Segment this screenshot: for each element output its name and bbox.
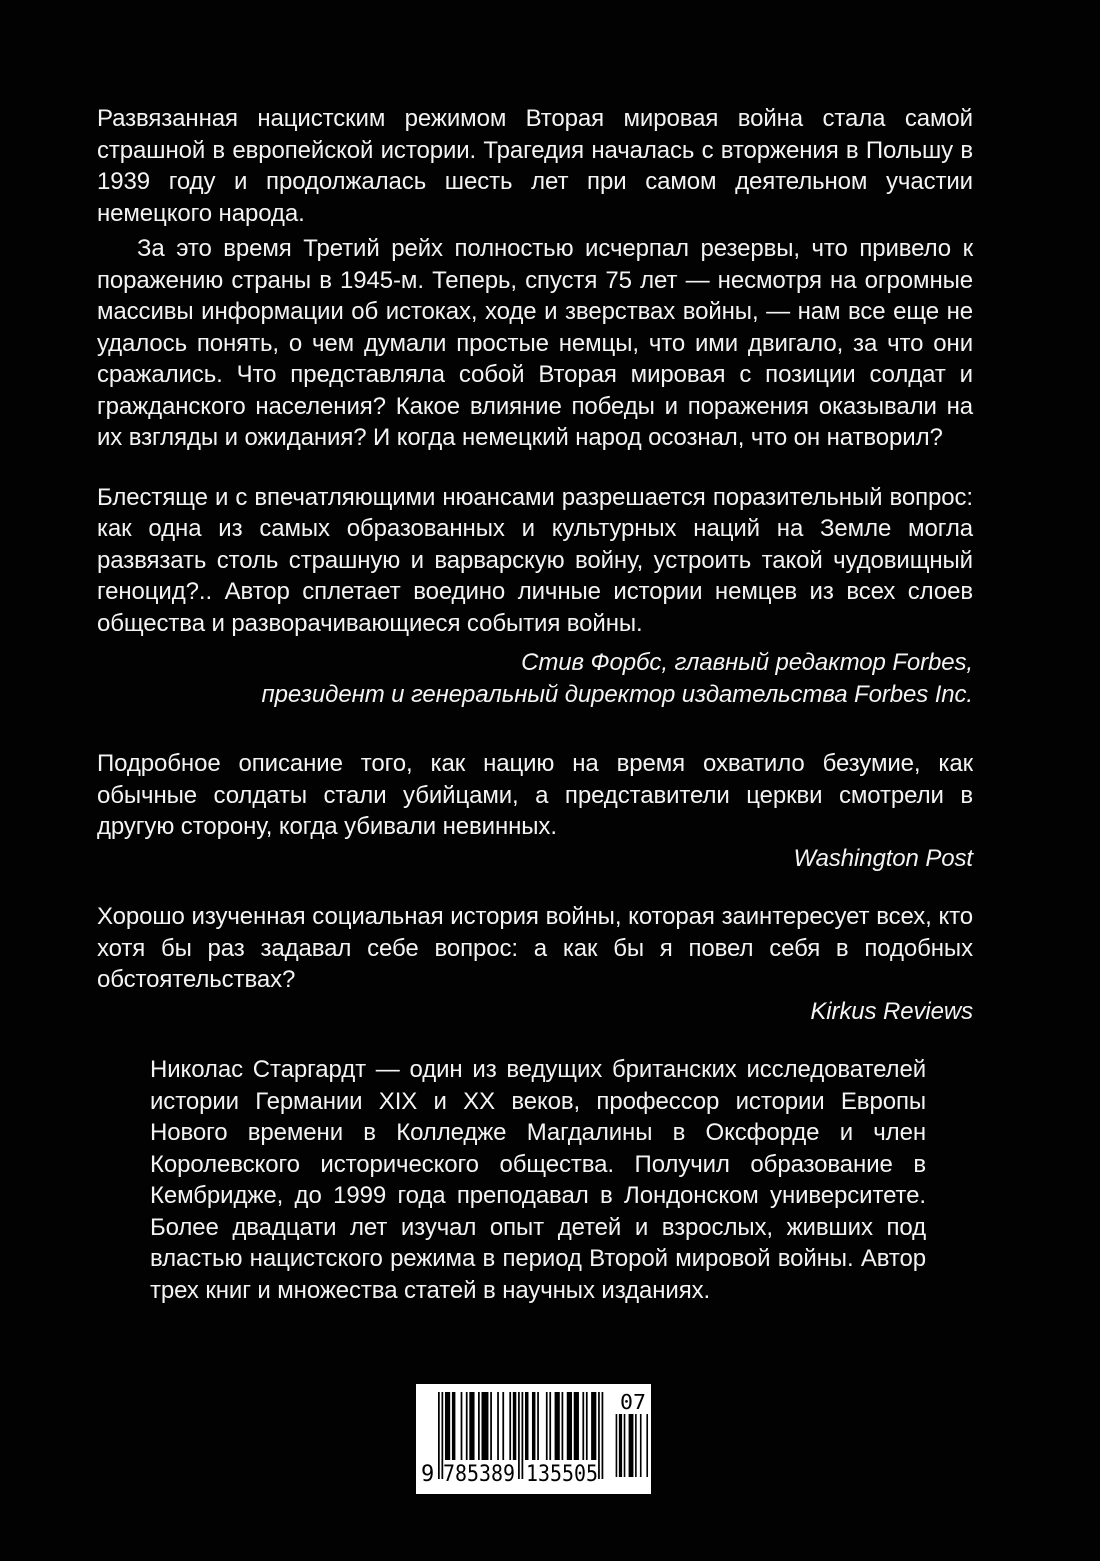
quote-washington-post-text: Подробное описание того, как нацию на время охватило безумие, как обычные солдаты стали убийцами, а представители церкви смотрели в другую сторону, когда убивали невинных. [97, 750, 973, 840]
attribution-line-1: Стив Форбс, главный редактор Forbes, [521, 649, 973, 676]
svg-text:07: 07 [620, 1390, 646, 1414]
quote-washington-post-attribution: Washington Post [793, 844, 973, 872]
quote-forbes-text: Блестяще и с впечатляющими нюансами разрешается поразительный вопрос: как одна из самых образованных и культурных наций на Земле могла развязать столь страшную и варварскую войну, устроить такой чудовищный геноцид?.. Автор сплетает воедино личные истории немцев из всех слоев общества и разворачивающиеся события войны. [97, 483, 973, 637]
author-bio: Николас Старгардт — один из ведущих британских исследователей истории Германии XIX и XX веков, профессор истории Европы Нового времени в Колледже Магдалины в Оксфорде и член Королевского исторического общества. Получил образование в Кембридже, до 1999 года преподавал в Лондонском университете. Более двадцати лет изучал опыт детей и взрослых, живших под властью нацистского режима в период Второй мировой войны. Автор трех книг и множества статей в научных изданиях. [150, 1056, 926, 1304]
svg-text:135505: 135505 [526, 1462, 598, 1487]
isbn-barcode [416, 1384, 651, 1494]
quote-kirkus-attribution: Kirkus Reviews [810, 997, 973, 1025]
svg-text:9: 9 [421, 1462, 435, 1487]
blurb-paragraph-1: Развязанная нацистским режимом Вторая мировая война стала самой страшной в европейской истории. Трагедия началась с вторжения в Польшу в 1939 году и продолжалась шесть лет при самом деятельном участии немецкого народа. [97, 105, 973, 227]
svg-text:785389: 785389 [443, 1462, 515, 1487]
quote-forbes-attribution [97, 647, 973, 710]
ean13-barcode-svg [416, 1384, 651, 1494]
blurb-paragraph-2: За это время Третий рейх полностью исчерпал резервы, что привело к поражению страны в 1945-м. Теперь, спустя 75 лет — несмотря на огромные массивы информации об истоках, ходе и зверствах войны, — нам все еще не удалось понять, о чем думали простые немцы, что ими двигало, за что они сражались. Что представляла собой Вторая мировая с позиции солдат и гражданского населения? Какое влияние победы и поражения оказывали на их взгляды и ожидания? И когда немецкий народ осознал, что он натворил? [97, 235, 973, 451]
quote-kirkus-text: Хорошо изученная социальная история войны, которая заинтересует всех, кто хотя бы раз задавал себе вопрос: а как бы я повел себя в подобных обстоятельствах? [97, 903, 973, 993]
attribution-line-2: президент и генеральный директор издательства Forbes Inc. [261, 680, 973, 708]
